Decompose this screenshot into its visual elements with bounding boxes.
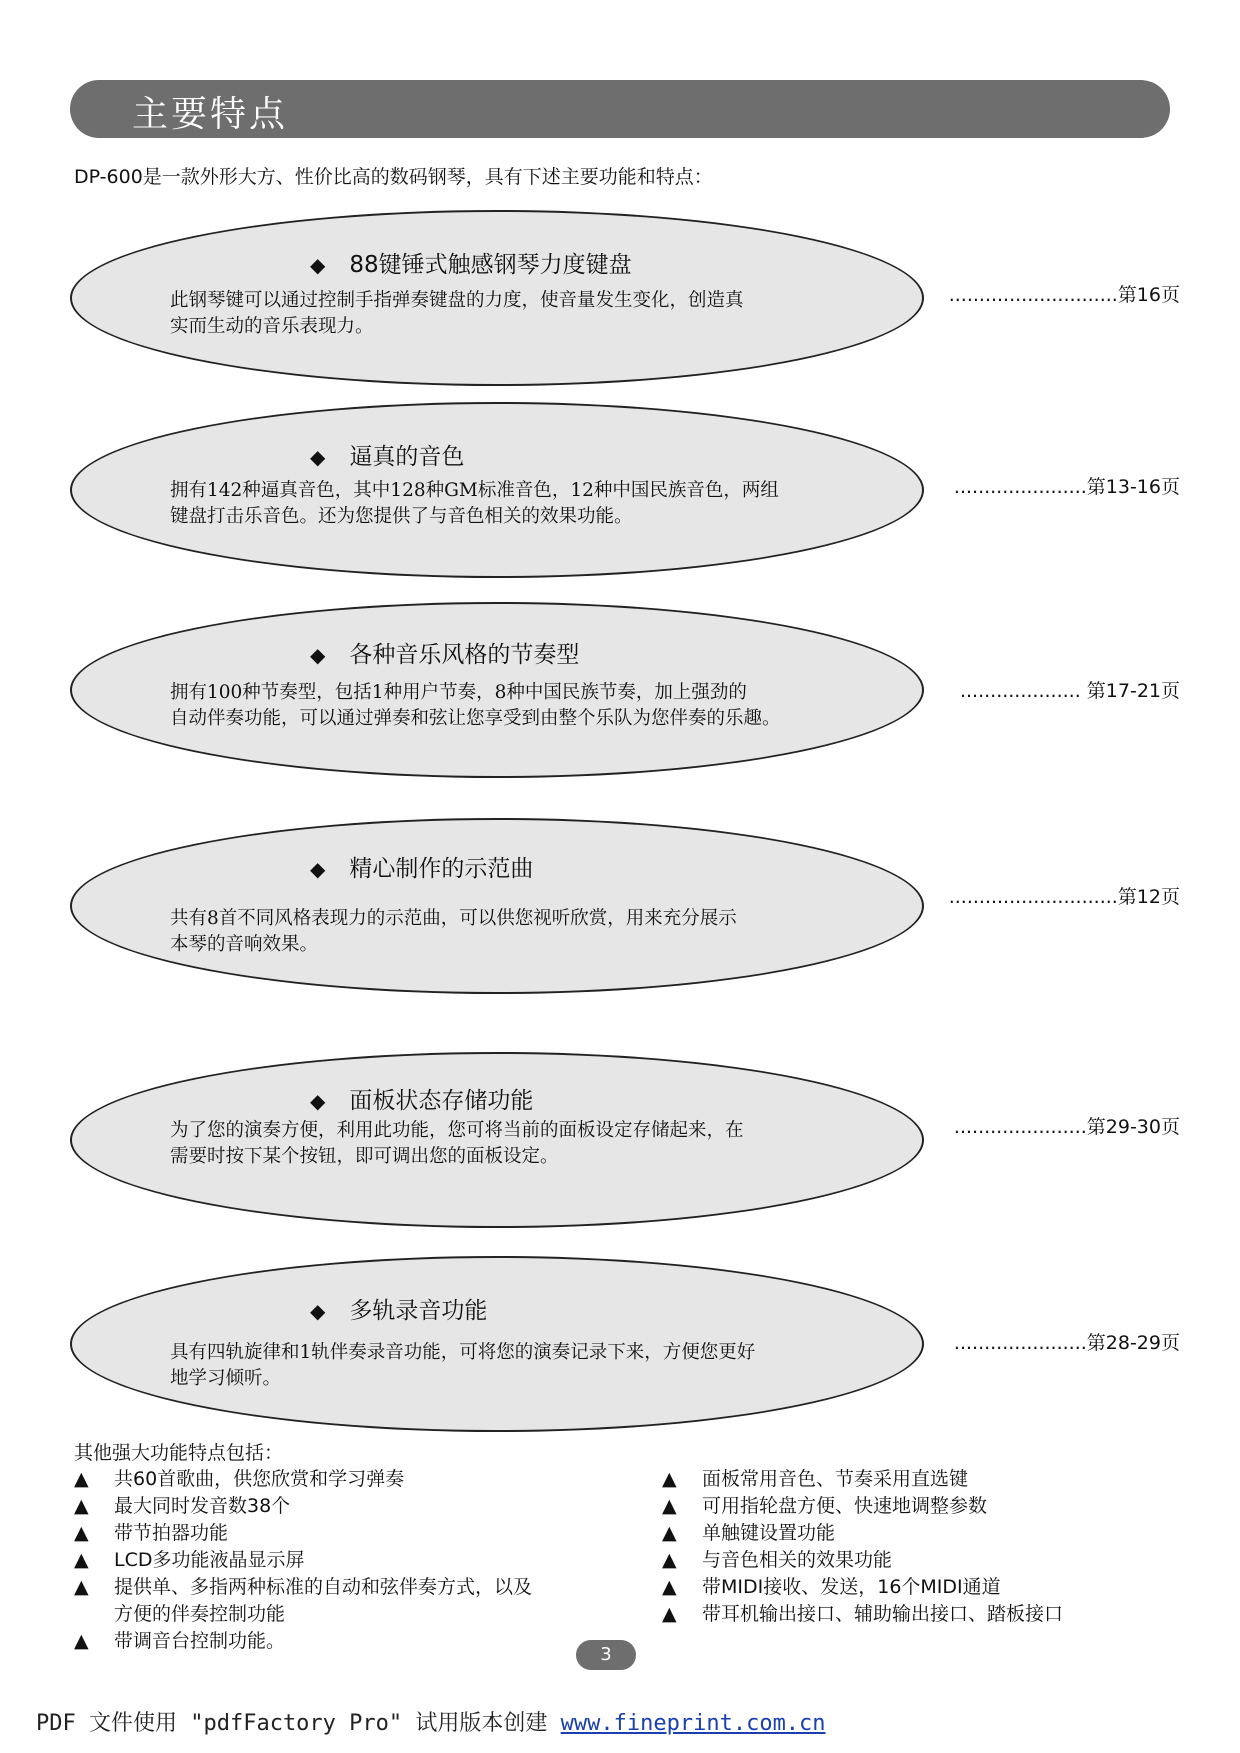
feature-title: ◆ 多轨录音功能 [310, 1298, 488, 1324]
triangle-bullet-icon: ▲ [662, 1576, 677, 1598]
other-features-list-right [662, 1466, 1182, 1628]
page-reference: ......................第28-29页 [953, 1332, 1180, 1354]
list-item: ▲ 带调音台控制功能。 [74, 1628, 594, 1655]
feature-block [70, 602, 1180, 778]
page-reference: ......................第29-30页 [953, 1116, 1180, 1138]
list-item: ▲ 与音色相关的效果功能 [662, 1547, 1182, 1574]
page-reference: ............................第12页 [948, 886, 1180, 908]
page-reference: ............................第16页 [948, 284, 1180, 306]
triangle-bullet-icon: ▲ [74, 1468, 89, 1490]
section-header-bar [70, 80, 1170, 138]
diamond-bullet-icon: ◆ [310, 857, 326, 881]
feature-description: 拥有142种逼真音色，其中128种GM标准音色，12种中国民族音色，两组 键盘打击乐音色。还为您提供了与音色相关的效果功能。 [170, 480, 779, 527]
feature-description: 为了您的演奏方便，利用此功能，您可将当前的面板设定存储起来，在 需要时按下某个按钮，即可调出您的面板设定。 [170, 1120, 744, 1167]
feature-description: 此钢琴键可以通过控制手指弹奏键盘的力度，使音量发生变化，创造真 实而生动的音乐表现力。 [170, 290, 744, 337]
footer-watermark: PDF 文件使用 "pdfFactory Pro" 试用版本创建 www.fineprint.com.cn [36, 1711, 826, 1736]
diamond-bullet-icon: ◆ [310, 1299, 326, 1323]
feature-title: ◆ 各种音乐风格的节奏型 [310, 642, 580, 668]
triangle-bullet-icon: ▲ [662, 1603, 677, 1625]
triangle-bullet-icon: ▲ [662, 1522, 677, 1544]
triangle-bullet-icon: ▲ [74, 1576, 89, 1598]
list-item: ▲ LCD多功能液晶显示屏 [74, 1547, 594, 1574]
list-item-continuation: 方便的伴奏控制功能 [114, 1603, 286, 1625]
feature-title: ◆ 精心制作的示范曲 [310, 856, 534, 882]
feature-title: ◆ 面板状态存储功能 [310, 1088, 534, 1114]
feature-block [70, 210, 1180, 386]
feature-block [70, 818, 1180, 994]
other-features-title: 其他强大功能特点包括： [74, 1442, 284, 1464]
list-item: ▲ 可用指轮盘方便、快速地调整参数 [662, 1493, 1182, 1520]
footer-link[interactable]: www.fineprint.com.cn [560, 1711, 826, 1736]
diamond-bullet-icon: ◆ [310, 1089, 326, 1113]
diamond-bullet-icon: ◆ [310, 643, 326, 667]
triangle-bullet-icon: ▲ [662, 1495, 677, 1517]
section-title: 主要特点 [132, 94, 289, 135]
triangle-bullet-icon: ▲ [74, 1549, 89, 1571]
feature-description: 拥有100种节奏型，包括1种用户节奏，8种中国民族节奏，加上强劲的 自动伴奏功能，可以通过弹奏和弦让您享受到由整个乐队为您伴奏的乐趣。 [170, 682, 781, 729]
list-item: ▲ 带耳机输出接口、辅助输出接口、踏板接口 [662, 1601, 1182, 1628]
feature-block [70, 1052, 1180, 1228]
diamond-bullet-icon: ◆ [310, 253, 326, 277]
list-item: ▲ 提供单、多指两种标准的自动和弦伴奏方式，以及 [74, 1574, 594, 1601]
feature-title: ◆ 88键锤式触感钢琴力度键盘 [310, 252, 632, 278]
triangle-bullet-icon: ▲ [74, 1630, 89, 1652]
list-item: ▲ 共60首歌曲，供您欣赏和学习弹奏 [74, 1466, 594, 1493]
list-item: ▲ 面板常用音色、节奏采用直选键 [662, 1466, 1182, 1493]
triangle-bullet-icon: ▲ [74, 1495, 89, 1517]
list-item: ▲ 带MIDI接收、发送，16个MIDI通道 [662, 1574, 1182, 1601]
feature-block [70, 1256, 1180, 1432]
feature-title: ◆ 逼真的音色 [310, 444, 465, 470]
feature-description: 具有四轨旋律和1轨伴奏录音功能，可将您的演奏记录下来，方便您更好 地学习倾听。 [170, 1342, 756, 1389]
diamond-bullet-icon: ◆ [310, 445, 326, 469]
page-reference: .................... 第17-21页 [959, 680, 1180, 702]
feature-block [70, 402, 1180, 578]
other-features-list-left [74, 1466, 594, 1655]
page-reference: ......................第13-16页 [953, 476, 1180, 498]
list-item: ▲ 单触键设置功能 [662, 1520, 1182, 1547]
intro-text: DP-600是一款外形大方、性价比高的数码钢琴，具有下述主要功能和特点： [74, 166, 713, 188]
list-item: ▲ 最大同时发音数38个 [74, 1493, 594, 1520]
triangle-bullet-icon: ▲ [662, 1468, 677, 1490]
page-number: 3 [576, 1640, 636, 1670]
triangle-bullet-icon: ▲ [662, 1549, 677, 1571]
feature-description: 共有8首不同风格表现力的示范曲，可以供您视听欣赏，用来充分展示 本琴的音响效果。 [170, 908, 737, 955]
triangle-bullet-icon: ▲ [74, 1522, 89, 1544]
list-item: ▲ 带节拍器功能 [74, 1520, 594, 1547]
